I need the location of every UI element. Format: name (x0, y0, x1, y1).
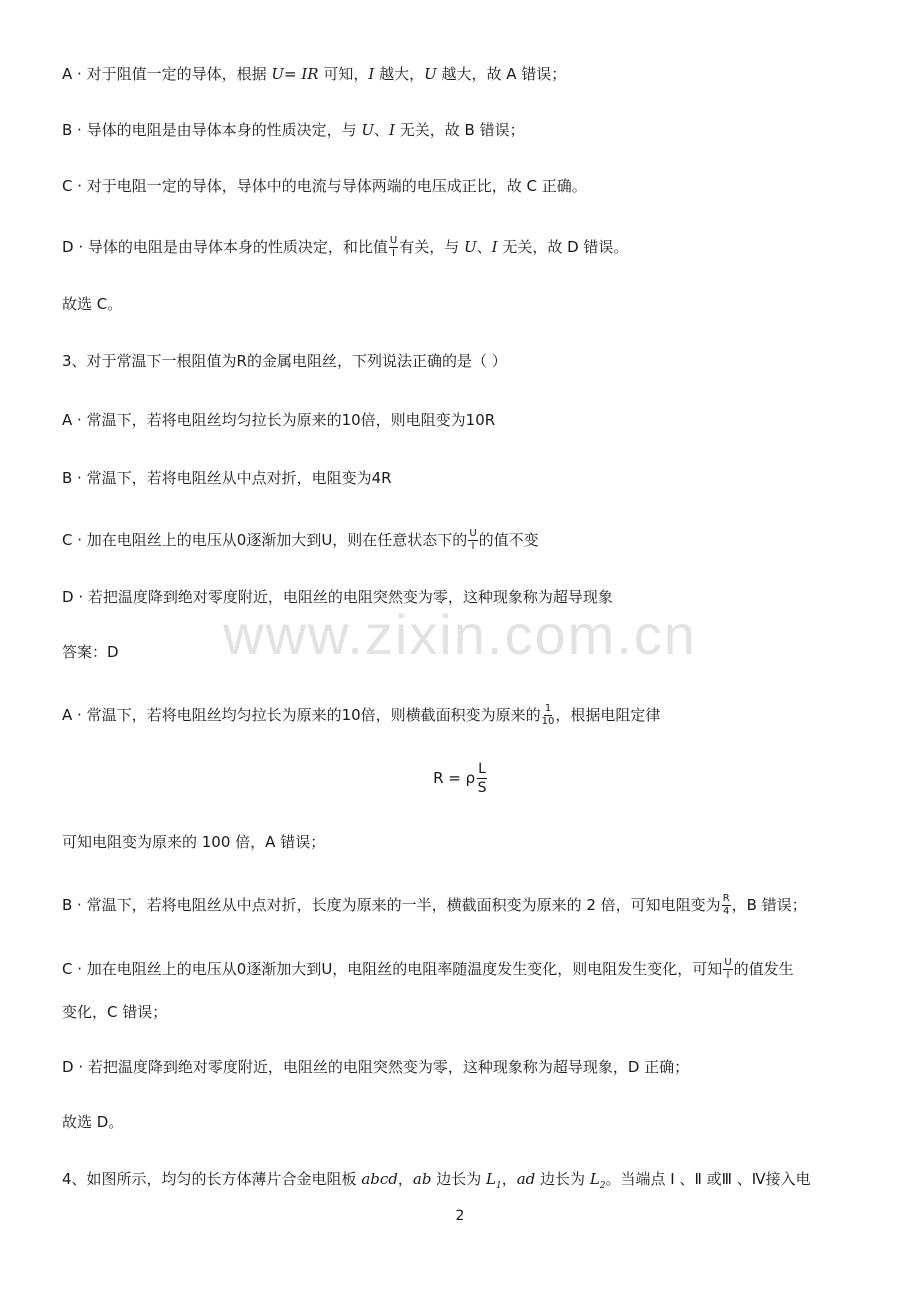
prev-conclusion: 故选 C。 (62, 295, 123, 313)
watermark: www.zixin.com.cn (223, 603, 697, 666)
q3-option-a: A · 常温下，若将电阻丝均匀拉长为原来的10倍，则电阻变为10R (62, 411, 496, 429)
prev-option-c-explanation: C · 对于电阻一定的导体，导体中的电流与导体两端的电压成正比，故 C 正确。 (62, 177, 587, 195)
ratio-u-over-i: $\frac{U}{I}$ (389, 235, 398, 259)
fraction-one-tenth: $\frac{1}{10}$ (541, 703, 555, 727)
ratio-u-over-i: $\frac{U}{I}$ (469, 528, 477, 552)
q3-explanation-a-result: 可知电阻变为原来的 100 倍，A 错误； (62, 833, 326, 851)
prev-option-d-explanation: D · 导体的电阻是由导体本身的性质决定，和比值 $\frac{U}{I}$ 有关，与 U、I 无关，故 D 错误。 (62, 235, 629, 259)
q3-conclusion: 故选 D。 (62, 1113, 124, 1131)
ratio-u-over-i: $\frac{U}{I}$ (724, 957, 732, 981)
prev-option-a-explanation: A · 对于阻值一定的导体，根据 U= IR 可知，I 越大，U 越大，故 A 错误； (62, 65, 567, 83)
q4-stem: 4、如图所示，均匀的长方体薄片合金电阻板 abcd，ab 边长为 $L_1$，ad 边长为 $L_2$。当端点 Ⅰ 、Ⅱ 或Ⅲ 、Ⅳ接入电 (62, 1170, 811, 1191)
q3-explanation-d: D · 若把温度降到绝对零度附近，电阻丝的电阻突然变为零，这种现象称为超导现象，D 正确； (62, 1058, 690, 1076)
q3-explanation-b: B · 常温下，若将电阻丝从中点对折，长度为原来的一半，横截面积变为原来的 2 倍，可知电阻变为 $\frac{R}{4}$ ，B 错误； (62, 893, 807, 917)
q3-explanation-a: A · 常温下，若将电阻丝均匀拉长为原来的10倍，则横截面积变为原来的 $\frac{1}{10}$ ，根据电阻定律 (62, 703, 661, 727)
resistance-law-formula: R = ρ $\frac{L}{S}$ (433, 761, 487, 796)
q3-stem: 3、对于常温下一根阻值为R的金属电阻丝，下列说法正确的是（ ） (62, 352, 507, 370)
prev-option-b-explanation: B · 导体的电阻是由导体本身的性质决定，与 U、I 无关，故 B 错误； (62, 121, 525, 139)
fraction-r-over-4: $\frac{R}{4}$ (722, 893, 730, 917)
q3-explanation-c-cont: 变化，C 错误； (62, 1003, 168, 1021)
q3-option-c: C · 加在电阻丝上的电压从0逐渐加大到U，则在任意状态下的 $\frac{U}{I}$ 的值不变 (62, 528, 539, 552)
q3-answer: 答案：D (62, 643, 119, 661)
page-number: 2 (455, 1208, 465, 1224)
q3-option-d: D · 若把温度降到绝对零度附近，电阻丝的电阻突然变为零，这种现象称为超导现象 (62, 588, 613, 606)
q3-explanation-c: C · 加在电阻丝上的电压从0逐渐加大到U，电阻丝的电阻率随温度发生变化，则电阻发生变化，可知 $\frac{U}{I}$ 的值发生 (62, 957, 794, 981)
q3-option-b: B · 常温下，若将电阻丝从中点对折，电阻变为4R (62, 469, 392, 487)
